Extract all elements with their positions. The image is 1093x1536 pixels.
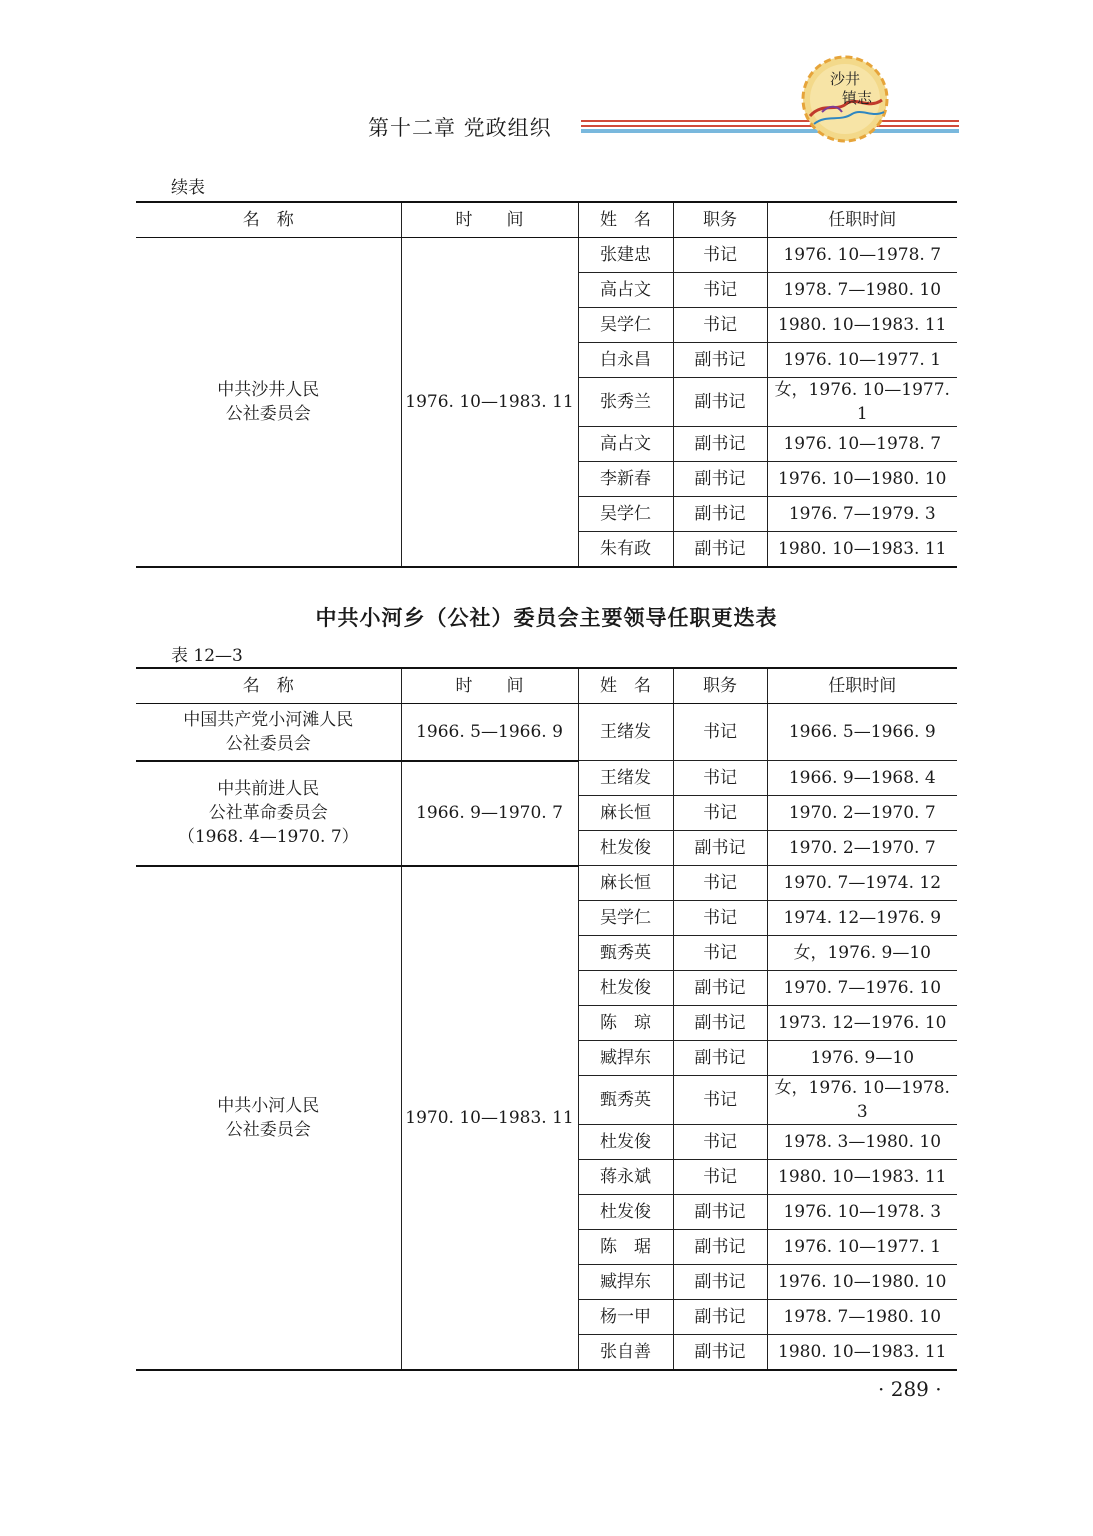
position-cell: 副书记 <box>673 1335 767 1371</box>
position-cell: 副书记 <box>673 1230 767 1265</box>
organization-name-cell <box>136 238 401 568</box>
term-cell: 1980. 10—1983. 11 <box>767 1335 957 1371</box>
xiaohe-leadership-table <box>136 667 957 1371</box>
person-name-cell: 陈 琼 <box>578 1006 673 1041</box>
person-name-cell: 杜发俊 <box>578 1125 673 1160</box>
position-cell: 书记 <box>673 308 767 343</box>
table-row <box>136 761 957 796</box>
column-header-name: 名 称 <box>136 668 401 704</box>
person-name-cell: 李新春 <box>578 462 673 497</box>
person-name-cell: 高占文 <box>578 273 673 308</box>
person-name-cell: 蒋永斌 <box>578 1160 673 1195</box>
person-name-cell: 吴学仁 <box>578 497 673 532</box>
person-name-cell: 杜发俊 <box>578 971 673 1006</box>
position-cell: 书记 <box>673 866 767 901</box>
svg-text:沙井: 沙井 <box>830 70 861 88</box>
position-cell: 副书记 <box>673 1041 767 1076</box>
term-cell: 女，1976. 10—1978. 3 <box>767 1076 957 1125</box>
position-cell: 书记 <box>673 796 767 831</box>
position-cell: 副书记 <box>673 497 767 532</box>
position-cell: 书记 <box>673 238 767 273</box>
svg-text:镇志: 镇志 <box>842 89 873 107</box>
organization-period-cell: 1976. 10—1983. 11 <box>401 238 578 568</box>
position-cell: 副书记 <box>673 1006 767 1041</box>
person-name-cell: 陈 琚 <box>578 1230 673 1265</box>
term-cell: 1976. 10—1980. 10 <box>767 1265 957 1300</box>
term-cell: 1976. 9—10 <box>767 1041 957 1076</box>
person-name-cell: 吴学仁 <box>578 901 673 936</box>
organization-name-line: 公社委员会 <box>225 1119 311 1140</box>
position-cell: 书记 <box>673 936 767 971</box>
position-cell: 书记 <box>673 901 767 936</box>
section-title: 中共小河乡（公社）委员会主要领导任职更迭表 <box>315 606 778 630</box>
term-cell: 1970. 7—1974. 12 <box>767 866 957 901</box>
term-cell: 1976. 10—1977. 1 <box>767 343 957 378</box>
organization-period-cell: 1966. 9—1970. 7 <box>401 761 578 866</box>
person-name-cell: 朱有政 <box>578 532 673 568</box>
term-cell: 1970. 7—1976. 10 <box>767 971 957 1006</box>
term-cell: 1970. 2—1970. 7 <box>767 796 957 831</box>
person-name-cell: 杜发俊 <box>578 831 673 866</box>
person-name-cell: 杨一甲 <box>578 1300 673 1335</box>
organization-name-line: 中共前进人民 <box>217 779 320 799</box>
town-records-emblem <box>800 54 890 144</box>
person-name-cell: 吴学仁 <box>578 308 673 343</box>
person-name-cell: 臧捍东 <box>578 1041 673 1076</box>
organization-period-cell: 1966. 5—1966. 9 <box>401 704 578 761</box>
position-cell: 书记 <box>673 704 767 761</box>
person-name-cell: 张自善 <box>578 1335 673 1371</box>
position-cell: 副书记 <box>673 971 767 1006</box>
term-cell: 1980. 10—1983. 11 <box>767 532 957 568</box>
position-cell: 副书记 <box>673 1195 767 1230</box>
person-name-cell: 高占文 <box>578 427 673 462</box>
column-header-person: 姓 名 <box>578 668 673 704</box>
person-name-cell: 王绪发 <box>578 761 673 796</box>
position-cell: 副书记 <box>673 831 767 866</box>
header-rule <box>581 120 959 133</box>
term-cell: 1966. 9—1968. 4 <box>767 761 957 796</box>
term-cell: 1976. 10—1980. 10 <box>767 462 957 497</box>
page-number: · 289 · <box>878 1377 942 1401</box>
column-header-person: 姓 名 <box>578 202 673 238</box>
table-row <box>136 704 957 761</box>
term-cell: 1976. 10—1978. 3 <box>767 1195 957 1230</box>
term-cell: 1970. 2—1970. 7 <box>767 831 957 866</box>
organization-name-line: 中国共产党小河滩人民 <box>183 709 354 730</box>
organization-name-cell <box>136 704 401 761</box>
organization-name-line: 公社委员会 <box>225 404 311 424</box>
position-cell: 书记 <box>673 1076 767 1125</box>
term-cell: 1976. 10—1978. 7 <box>767 427 957 462</box>
term-cell: 1980. 10—1983. 11 <box>767 1160 957 1195</box>
chapter-title: 第十二章 党政组织 <box>368 116 552 140</box>
term-cell: 1978. 7—1980. 10 <box>767 1300 957 1335</box>
continued-table-label: 续表 <box>171 178 205 198</box>
person-name-cell: 麻长恒 <box>578 866 673 901</box>
table-header-row <box>136 668 957 704</box>
term-cell: 1978. 7—1980. 10 <box>767 273 957 308</box>
organization-name-line: （1968. 4—1970. 7） <box>177 827 359 847</box>
person-name-cell: 麻长恒 <box>578 796 673 831</box>
term-cell: 女，1976. 10—1977. 1 <box>767 378 957 427</box>
position-cell: 书记 <box>673 761 767 796</box>
column-header-name: 名 称 <box>136 202 401 238</box>
organization-name-line: 中共沙井人民 <box>217 380 320 400</box>
term-cell: 1980. 10—1983. 11 <box>767 308 957 343</box>
column-header-time: 时 间 <box>401 668 578 704</box>
column-header-term: 任职时间 <box>767 202 957 238</box>
person-name-cell: 甄秀英 <box>578 936 673 971</box>
position-cell: 书记 <box>673 273 767 308</box>
table-number: 表 12—3 <box>171 646 243 666</box>
position-cell: 副书记 <box>673 1300 767 1335</box>
person-name-cell: 王绪发 <box>578 704 673 761</box>
position-cell: 副书记 <box>673 427 767 462</box>
column-header-term: 任职时间 <box>767 668 957 704</box>
term-cell: 1976. 10—1977. 1 <box>767 1230 957 1265</box>
organization-period-cell: 1970. 10—1983. 11 <box>401 866 578 1371</box>
organization-name-line: 公社革命委员会 <box>208 803 328 823</box>
position-cell: 副书记 <box>673 343 767 378</box>
table-row <box>136 238 957 273</box>
organization-name-cell <box>136 866 401 1371</box>
term-cell: 1978. 3—1980. 10 <box>767 1125 957 1160</box>
person-name-cell: 臧捍东 <box>578 1265 673 1300</box>
person-name-cell: 甄秀英 <box>578 1076 673 1125</box>
position-cell: 书记 <box>673 1160 767 1195</box>
table-row <box>136 866 957 901</box>
continued-leadership-table <box>136 201 957 568</box>
person-name-cell: 张建忠 <box>578 238 673 273</box>
organization-name-cell <box>136 761 401 866</box>
term-cell: 1976. 10—1978. 7 <box>767 238 957 273</box>
term-cell: 1973. 12—1976. 10 <box>767 1006 957 1041</box>
column-header-position: 职务 <box>673 668 767 704</box>
position-cell: 副书记 <box>673 378 767 427</box>
position-cell: 副书记 <box>673 1265 767 1300</box>
table-header-row <box>136 202 957 238</box>
position-cell: 副书记 <box>673 532 767 568</box>
organization-name-line: 中共小河人民 <box>217 1095 320 1116</box>
column-header-time: 时 间 <box>401 202 578 238</box>
person-name-cell: 杜发俊 <box>578 1195 673 1230</box>
term-cell: 1976. 7—1979. 3 <box>767 497 957 532</box>
term-cell: 1974. 12—1976. 9 <box>767 901 957 936</box>
position-cell: 书记 <box>673 1125 767 1160</box>
term-cell: 女，1976. 9—10 <box>767 936 957 971</box>
column-header-position: 职务 <box>673 202 767 238</box>
position-cell: 副书记 <box>673 462 767 497</box>
person-name-cell: 白永昌 <box>578 343 673 378</box>
term-cell: 1966. 5—1966. 9 <box>767 704 957 761</box>
organization-name-line: 公社委员会 <box>225 733 311 754</box>
person-name-cell: 张秀兰 <box>578 378 673 427</box>
